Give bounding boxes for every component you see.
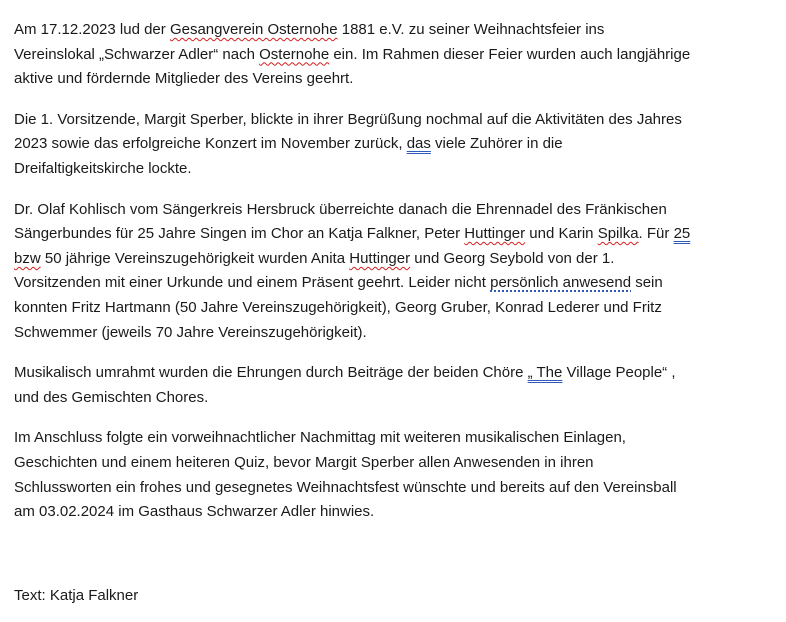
text-run: konnten Fritz Hartmann (50 Jahre Vereinszugehörigkeit), Georg Gruber, Konrad Lederer und Fritz [14, 298, 662, 316]
text-run: ein. Im Rahmen dieser Feier wurden auch langjährige [329, 45, 691, 63]
text-run: 2023 sowie das erfolgreiche Konzert im November zurück, [14, 135, 407, 153]
text-line [14, 500, 774, 525]
paragraph-2 [14, 108, 774, 182]
text-run: Die 1. Vorsitzende, Margit Sperber, blickte in ihrer Begrüßung nochmal auf die Aktivitäten des Jahres [14, 110, 682, 128]
text-run: . Für [638, 225, 674, 243]
text-run: viele Zuhörer in die [430, 135, 563, 153]
text-run: Sängerbundes für 25 Jahre Singen im Chor an Katja Falkner, Peter [14, 225, 465, 243]
paragraph-1 [14, 18, 774, 92]
grammar-flag[interactable]: „ The [527, 364, 563, 382]
text-line [14, 18, 774, 43]
text-run: 1881 e.V. zu seiner Weihnachtsfeier ins [337, 21, 605, 38]
text-line [14, 476, 774, 501]
spelling-flag[interactable]: Huttinger [349, 249, 411, 267]
spelling-flag[interactable]: Huttinger [464, 225, 526, 243]
text-run: Geschichten und einem heiteren Quiz, bevor Margit Sperber allen Anwesenden in ihren [14, 453, 594, 471]
text-run: aktive und fördernde Mitglieder des Vereins geehrt. [14, 70, 354, 88]
paragraph-3 [14, 198, 774, 346]
text-line [14, 247, 774, 272]
text-run: Vereinslokal „Schwarzer Adler“ nach [14, 45, 260, 63]
text-run: Vorsitzenden mit einer Urkunde und einem Präsent geehrt. Leider nicht [14, 274, 491, 292]
text-line [14, 296, 774, 321]
document-body [14, 18, 774, 541]
style-flag[interactable]: persönlich anwesend [490, 274, 632, 292]
text-run: 50 jährige Vereinszugehörigkeit wurden Anita [40, 249, 350, 267]
grammar-flag[interactable]: 25 [673, 225, 691, 243]
text-run: Am 17.12.2023 lud der [14, 21, 170, 38]
text-run: Musikalisch umrahmt wurden die Ehrungen durch Beiträge der beiden Chöre [14, 364, 528, 382]
text-run: am 03.02.2024 im Gasthaus Schwarzer Adler hinwies. [14, 503, 375, 521]
text-line [14, 451, 774, 476]
paragraph-5 [14, 426, 774, 524]
text-line [14, 67, 774, 92]
grammar-flag[interactable]: das [406, 135, 431, 153]
text-line [14, 361, 774, 386]
text-line [14, 271, 774, 296]
text-line [14, 132, 774, 157]
text-run: Village People“ , [562, 364, 676, 382]
author-signature: Text: Katja Falkner [14, 587, 139, 604]
spelling-flag[interactable]: bzw [14, 249, 41, 267]
text-line [14, 108, 774, 133]
text-run: sein [631, 274, 663, 292]
text-run: Schlussworten ein frohes und gesegnetes Weihnachtsfest wünschte und bereits auf den Vereinsball [14, 478, 677, 496]
text-line [14, 321, 774, 346]
spelling-flag[interactable]: Osternohe [259, 45, 330, 63]
spelling-flag[interactable]: Spilka [597, 225, 639, 243]
text-line [14, 157, 774, 182]
text-run: Dr. Olaf Kohlisch vom Sängerkreis Hersbruck überreichte danach die Ehrennadel des Fränkischen [14, 200, 667, 218]
spelling-flag[interactable]: Gesangverein Osternohe [169, 21, 338, 38]
paragraph-4 [14, 361, 774, 410]
text-run: Schwemmer (jeweils 70 Jahre Vereinszugehörigkeit). [14, 323, 367, 341]
text-line [14, 426, 774, 451]
text-run: und des Gemischten Chores. [14, 388, 209, 406]
text-run: und Georg Seybold von der 1. [410, 249, 615, 267]
text-run: Im Anschluss folgte ein vorweihnachtlicher Nachmittag mit weiteren musikalischen Einlagen, [14, 429, 626, 447]
text-line [14, 198, 774, 223]
text-run: Dreifaltigkeitskirche lockte. [14, 159, 192, 177]
text-line [14, 386, 774, 411]
text-run: und Karin [525, 225, 598, 243]
text-line [14, 43, 774, 68]
text-line [14, 222, 774, 247]
